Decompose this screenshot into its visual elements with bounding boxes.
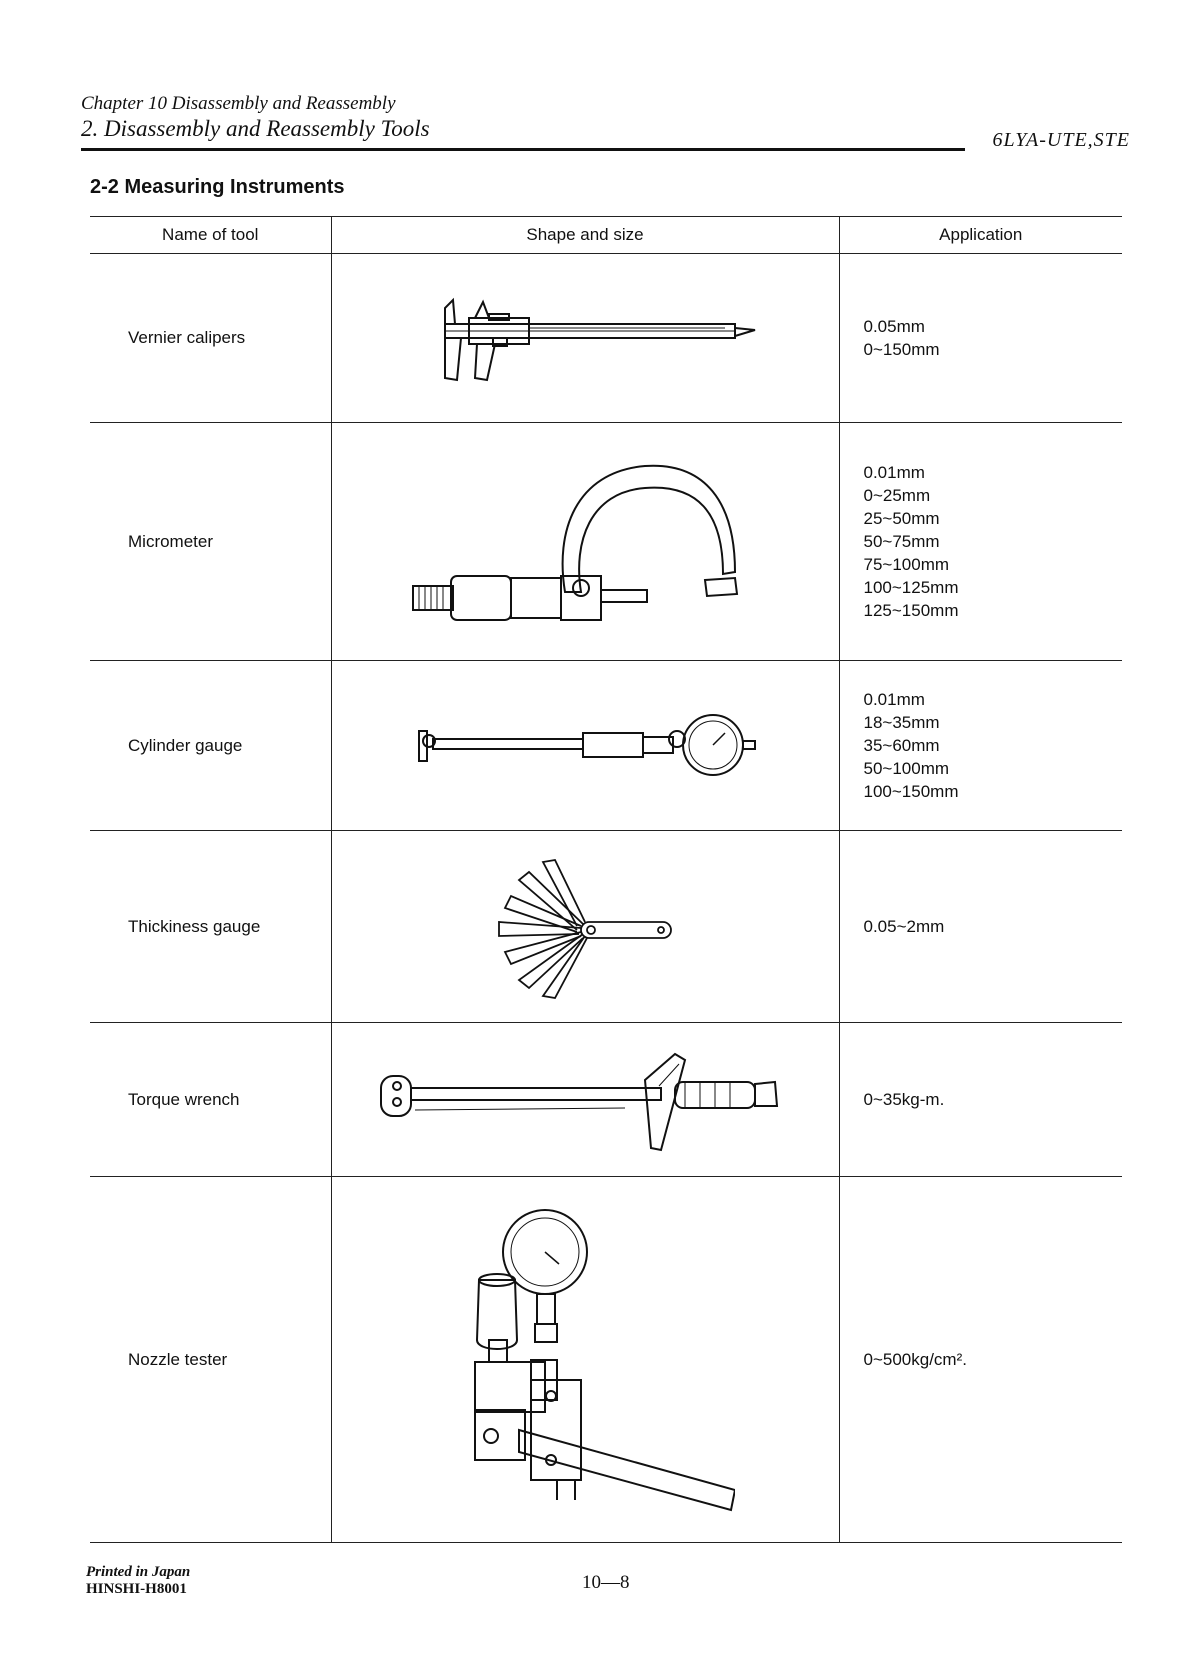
application-line: 50~100mm	[863, 759, 950, 778]
tool-name: Cylinder gauge	[90, 661, 331, 831]
tool-name: Nozzle tester	[90, 1177, 331, 1543]
tool-shape-cell	[331, 254, 839, 423]
tool-name: Thickiness gauge	[90, 831, 331, 1023]
application-line: 0.05~2mm	[863, 917, 945, 936]
thickness-gauge-illustration	[485, 852, 685, 1002]
section-title: 2. Disassembly and Reassembly Tools	[81, 116, 430, 141]
subsection-title: 2-2 Measuring Instruments	[90, 176, 345, 198]
table-row	[90, 1023, 1122, 1177]
tool-shape-cell	[331, 1177, 839, 1543]
nozzle-tester-illustration	[435, 1200, 735, 1520]
application-line: 0.05mm	[863, 317, 925, 336]
column-header-application: Application	[839, 217, 1122, 254]
application-line: 0~35kg-m.	[863, 1090, 945, 1109]
micrometer-illustration	[405, 452, 765, 632]
torque-wrench-illustration	[375, 1040, 795, 1160]
printed-in-japan: Printed in Japan	[86, 1564, 191, 1580]
application-line: 0.01mm	[863, 690, 925, 709]
footer-print-info	[86, 1564, 190, 1598]
vernier-calipers-illustration	[405, 288, 765, 388]
application-line: 0~500kg/cm².	[863, 1350, 967, 1369]
application-line: 50~75mm	[863, 532, 940, 551]
application-line: 0~150mm	[863, 340, 940, 359]
application-line: 0~25mm	[863, 486, 931, 505]
tool-shape-cell	[331, 1023, 839, 1177]
model-code: 6LYA-UTE,STE	[992, 129, 1130, 151]
table-row	[90, 423, 1122, 661]
column-header-shape: Shape and size	[331, 217, 839, 254]
tool-shape-cell	[331, 661, 839, 831]
application-line: 100~150mm	[863, 782, 959, 801]
table-header-row	[90, 217, 1122, 254]
application-line: 75~100mm	[863, 555, 950, 574]
application-cell	[839, 254, 1122, 423]
application-line: 18~35mm	[863, 713, 940, 732]
chapter-title: Chapter 10 Disassembly and Reassembly	[81, 93, 396, 114]
header-rule	[81, 148, 965, 151]
tool-name: Micrometer	[90, 423, 331, 661]
tool-name: Torque wrench	[90, 1023, 331, 1177]
tools-table	[90, 216, 1122, 1543]
table-row	[90, 661, 1122, 831]
cylinder-gauge-illustration	[405, 701, 765, 791]
application-cell	[839, 423, 1122, 661]
document-code: HINSHI-H8001	[86, 1581, 187, 1597]
application-line: 25~50mm	[863, 509, 940, 528]
table-row	[90, 831, 1122, 1023]
application-cell	[839, 1023, 1122, 1177]
application-cell	[839, 831, 1122, 1023]
table-row	[90, 254, 1122, 423]
application-cell	[839, 661, 1122, 831]
application-line: 35~60mm	[863, 736, 940, 755]
application-line: 125~150mm	[863, 601, 959, 620]
page-number: 10—8	[582, 1572, 630, 1593]
tool-shape-cell	[331, 423, 839, 661]
tool-shape-cell	[331, 831, 839, 1023]
application-cell	[839, 1177, 1122, 1543]
tool-name: Vernier calipers	[90, 254, 331, 423]
application-line: 100~125mm	[863, 578, 959, 597]
application-line: 0.01mm	[863, 463, 925, 482]
column-header-name: Name of tool	[90, 217, 331, 254]
table-row	[90, 1177, 1122, 1543]
